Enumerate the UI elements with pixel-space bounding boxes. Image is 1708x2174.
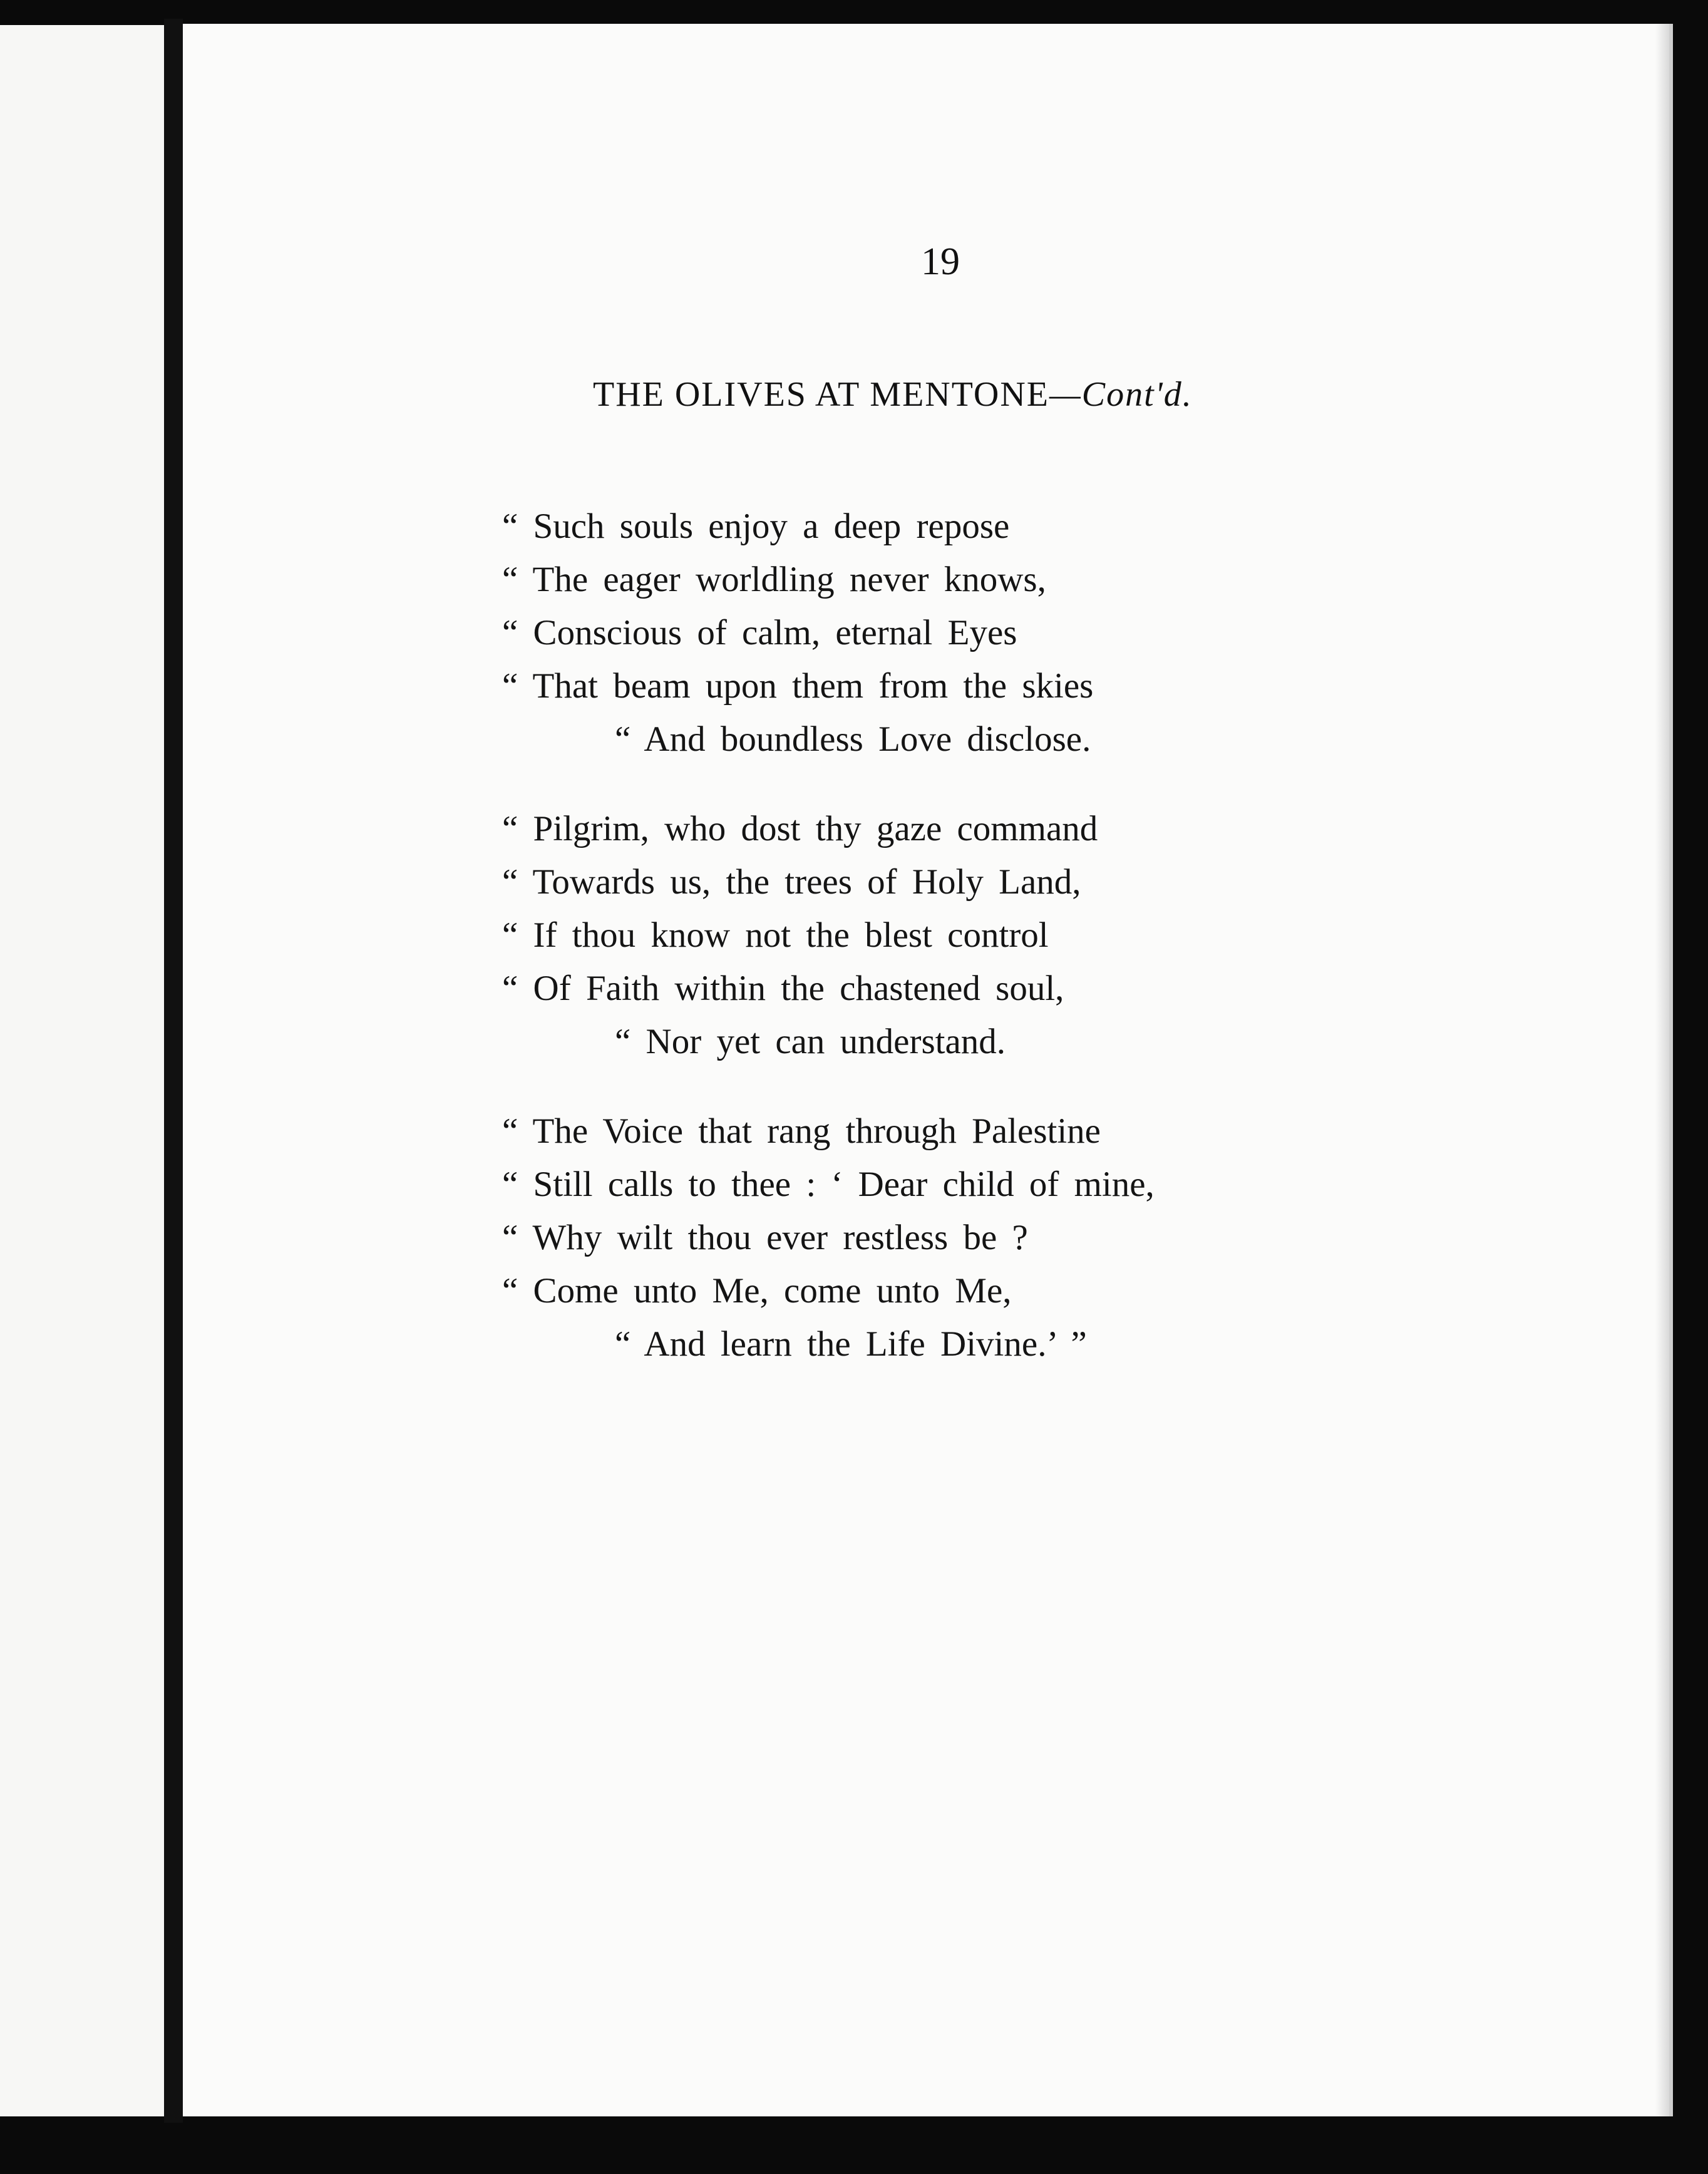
- poem-line: “ The Voice that rang through Palestine: [502, 1111, 1101, 1151]
- poem-line: “ Towards us, the trees of Holy Land,: [502, 862, 1081, 902]
- poem-line: “ Conscious of calm, eternal Eyes: [502, 613, 1017, 652]
- book-spine: [164, 19, 183, 2123]
- poem-line: “ That beam upon them from the skies: [502, 666, 1094, 706]
- stanza-3: [502, 1105, 1567, 1371]
- poem-line: “ Why wilt thou ever restless be ?: [502, 1218, 1028, 1257]
- poem-line: “ Such souls enjoy a deep repose: [502, 507, 1010, 546]
- poem-line: “ The eager worldling never knows,: [502, 560, 1046, 599]
- page: [183, 24, 1673, 2116]
- stanza-1: [502, 500, 1567, 766]
- page-edge-shadow: [1655, 24, 1669, 2116]
- poem-body: [502, 500, 1567, 1407]
- poem-line: “ Of Faith within the chastened soul,: [502, 969, 1064, 1008]
- poem-line-indented: “ And boundless Love disclose.: [615, 719, 1091, 759]
- poem-line: “ Come unto Me, come unto Me,: [502, 1271, 1012, 1311]
- poem-line: “ Pilgrim, who dost thy gaze command: [502, 809, 1098, 848]
- poem-title-main: THE OLIVES AT MENTONE: [593, 375, 1050, 414]
- page-number: 19: [921, 240, 960, 283]
- poem-line: “ If thou know not the blest control: [502, 915, 1049, 955]
- poem-line-indented: “ And learn the Life Divine.’ ”: [615, 1324, 1087, 1364]
- previous-page-edge: [0, 25, 164, 2116]
- poem-title-continued: —Cont'd.: [1049, 375, 1193, 414]
- stanza-2: [502, 802, 1567, 1068]
- poem-line: “ Still calls to thee : ‘ Dear child of mine,: [502, 1165, 1155, 1204]
- poem-line-indented: “ Nor yet can understand.: [615, 1022, 1006, 1061]
